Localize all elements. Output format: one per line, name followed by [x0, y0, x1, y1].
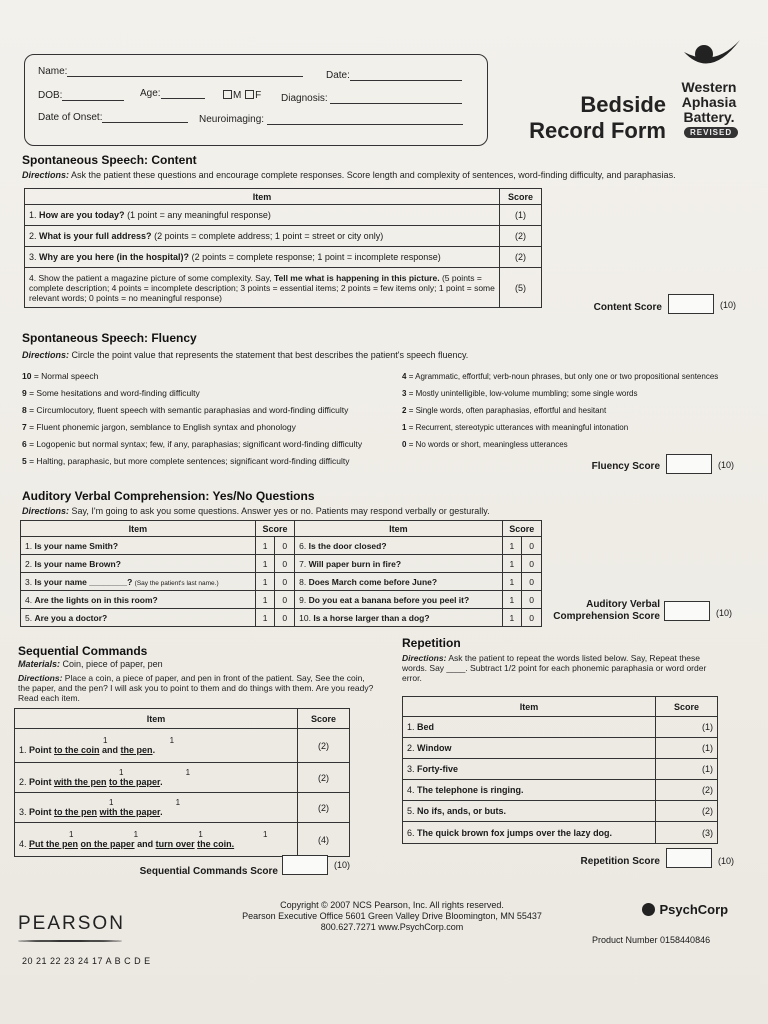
auditory-yes-4[interactable]: 1 [255, 591, 275, 609]
fluency-option-0[interactable]: 0 = No words or short, meaningless utterances [402, 440, 568, 449]
table-row: 1 1 1 1 4. Put the pen on the paper and turn over the coin. (4) [15, 823, 350, 857]
sequential-directions: Directions: Place a coin, a piece of paper, and pen in front of the patient. Say, See the coin, the paper, and the pen? I will ask you to point to them and do things with them. Are you ready? Read each item. [18, 673, 374, 703]
table-row: 4. Show the patient a magazine picture of some complexity. Say, Tell me what is happening in this picture. (5 points = complete description; 4 points = incomplete description; 3 points = essential items; 2 points = few items only; 1 point = some relevant words; 0 points = no meaningful response) (5) [25, 268, 542, 308]
table-row: 4. The telephone is ringing. (2) [403, 780, 718, 801]
table-row: 5. No ifs, ands, or buts. (2) [403, 801, 718, 822]
sequential-heading: Sequential Commands [18, 644, 148, 658]
fluency-scale-left [22, 368, 362, 470]
revised-badge: REVISED [684, 127, 738, 138]
sequential-table: Item Score 1 1 1. Point to the coin and the pen. (2) 1 1 2. Point with the pen to the paper. (2) 1 1 3. Point to the pen with the paper. (2) 1 1 1 1 4. Put the pen on the paper and turn over the coin. (4) [14, 708, 350, 857]
fluency-directions: Directions: Circle the point value that represents the statement that best describes the patient's speech fluency. [22, 350, 469, 360]
table-row: 1 1 3. Point to the pen with the paper. (2) [15, 793, 350, 823]
auditory-directions: Directions: Say, I'm going to ask you some questions. Answer yes or no. Patients may respond verbally or gesturally. [22, 506, 490, 516]
table-row: 3. Why are you here (in the hospital)? (2 points = complete response; 1 point = incomplete response) (2) [25, 247, 542, 268]
sequential-score-4[interactable]: (4) [298, 823, 350, 857]
male-checkbox[interactable] [223, 90, 232, 99]
sequential-score-label: Sequential Commands Score [139, 866, 278, 877]
auditory-yes-7[interactable]: 1 [502, 555, 522, 573]
auditory-score-box[interactable] [664, 601, 710, 621]
repetition-score-2[interactable]: (1) [656, 738, 718, 759]
sex-field[interactable]: M F [222, 90, 261, 101]
sequential-materials: Materials: Coin, piece of paper, pen [18, 659, 163, 669]
repetition-table: Item Score 1. Bed (1) 2. Window (1) 3. Forty-five (1) 4. The telephone is ringing. (2) 5. No ifs, ands, or buts. (2) 6. The quick brown fox jumps over the lazy dog. (3) [402, 696, 718, 844]
table-row: 2. Window (1) [403, 738, 718, 759]
repetition-score-5[interactable]: (2) [656, 801, 718, 822]
female-checkbox[interactable] [245, 90, 254, 99]
age-field[interactable]: Age: [140, 88, 205, 99]
fluency-option-4[interactable]: 4 = Agrammatic, effortful; verb-noun phrases, but only one or two propositional sentences [402, 372, 719, 381]
auditory-yes-2[interactable]: 1 [255, 555, 275, 573]
repetition-heading: Repetition [402, 636, 461, 650]
pearson-logo: PEARSON [18, 913, 125, 934]
content-score-1[interactable]: (1) [500, 205, 542, 226]
date-field[interactable]: Date: [326, 70, 462, 81]
fluency-score-max: (10) [718, 460, 735, 470]
pearson-logo-swoosh [18, 940, 122, 942]
table-row: 3. Is your name ________? (Say the patient's last name.) 1 0 8. Does March come before June? 1 0 [21, 573, 542, 591]
content-score-4[interactable]: (5) [500, 268, 542, 308]
repetition-score-4[interactable]: (2) [656, 780, 718, 801]
fluency-heading: Spontaneous Speech: Fluency [22, 331, 197, 345]
content-heading: Spontaneous Speech: Content [22, 153, 197, 167]
fluency-option-1[interactable]: 1 = Recurrent, stereotypic utterances with meaningful intonation [402, 423, 629, 432]
table-row: 1. How are you today? (1 point = any meaningful response) (1) [25, 205, 542, 226]
auditory-table: Item Score Item Score 1. Is your name Smith? 1 0 6. Is the door closed? 1 0 2. Is your name Brown? 1 0 7. Will paper burn in fire? 1 0 3. Is your name ________? (Say the patient's last name.) 1 0 8. Does March come before June? 1 0 4. Are the lights on in this room? 1 0 9. Do you eat a banana before you peel it? 1 0 5. Are you a doctor? 1 0 10. Is a horse larger than a dog? 1 0 [20, 520, 542, 627]
table-row: 4. Are the lights on in this room? 1 0 9. Do you eat a banana before you peel it? 1 0 [21, 591, 542, 609]
repetition-score-max: (10) [718, 856, 735, 866]
auditory-yes-10[interactable]: 1 [502, 609, 522, 627]
fluency-option-2[interactable]: 2 = Single words, often paraphasias, effortful and hesitant [402, 406, 607, 415]
table-row: 1 1 2. Point with the pen to the paper. (2) [15, 763, 350, 793]
table-row: 2. Is your name Brown? 1 0 7. Will paper burn in fire? 1 0 [21, 555, 542, 573]
psychcorp-icon [642, 903, 655, 916]
auditory-yes-6[interactable]: 1 [502, 537, 522, 555]
repetition-score-6[interactable]: (3) [656, 822, 718, 844]
auditory-no-6[interactable]: 0 [522, 537, 542, 555]
form-title: Bedside Record Form [529, 92, 666, 143]
neuroimaging-field[interactable]: Neuroimaging: [199, 114, 463, 125]
table-row: 1. Bed (1) [403, 717, 718, 738]
fluency-scale-right [402, 368, 718, 453]
copyright-block: Copyright © 2007 NCS Pearson, Inc. All rights reserved. Pearson Executive Office 5601 Green Valley Drive Bloomington, MN 55437 800.627.7271 www.PsychCorp.com [242, 900, 542, 932]
table-row: 2. What is your full address? (2 points = complete address; 1 point = street or city only) (2) [25, 226, 542, 247]
repetition-score-box[interactable] [666, 848, 712, 868]
dob-field[interactable]: DOB: [38, 90, 124, 101]
auditory-no-1[interactable]: 0 [275, 537, 295, 555]
auditory-no-3[interactable]: 0 [275, 573, 295, 591]
content-table: Item Score 1. How are you today? (1 point = any meaningful response) (1) 2. What is your full address? (2 points = complete address; 1 point = street or city only) (2) 3. Why are you here (in the hospital)? (2 points = complete response; 1 point = incomplete response) (2) 4. Show the patient a magazine picture of some complexity. Say, Tell me what is happening in this picture. (5 points = complete description; 4 points = incomplete description; 3 points = essential items; 2 points = few items only; 1 point = some relevant words; 0 points = no meaningful response) (5) [24, 188, 542, 308]
wab-logo-text: Western Aphasia Battery. [681, 79, 737, 125]
auditory-yes-8[interactable]: 1 [502, 573, 522, 591]
onset-field[interactable]: Date of Onset: [38, 112, 188, 123]
repetition-directions: Directions: Ask the patient to repeat the words listed below. Say, Repeat these words. Say ____. Subtract 1/2 point for each phonemic paraphasia or word order error. [402, 653, 707, 683]
content-score-label: Content Score [593, 302, 662, 313]
auditory-no-8[interactable]: 0 [522, 573, 542, 591]
table-row: 5. Are you a doctor? 1 0 10. Is a horse larger than a dog? 1 0 [21, 609, 542, 627]
table-row: 6. The quick brown fox jumps over the lazy dog. (3) [403, 822, 718, 844]
fluency-score-label: Fluency Score [591, 461, 660, 472]
auditory-yes-5[interactable]: 1 [255, 609, 275, 627]
content-score-3[interactable]: (2) [500, 247, 542, 268]
repetition-score-3[interactable]: (1) [656, 759, 718, 780]
fluency-option-8[interactable]: 8 = Circumlocutory, fluent speech with semantic paraphasias and word-finding difficulty [22, 405, 349, 415]
print-line: 20 21 22 23 24 17 A B C D E [22, 956, 151, 966]
fluency-option-6[interactable]: 6 = Logopenic but normal syntax; few, if any, paraphasias; significant word-finding difficulty [22, 439, 363, 449]
sequential-score-max: (10) [334, 860, 351, 870]
auditory-no-9[interactable]: 0 [522, 591, 542, 609]
auditory-no-7[interactable]: 0 [522, 555, 542, 573]
content-score-max: (10) [720, 300, 737, 310]
fluency-option-9[interactable]: 9 = Some hesitations and word-finding difficulty [22, 388, 200, 398]
content-score-box[interactable] [668, 294, 714, 314]
sequential-score-2[interactable]: (2) [298, 763, 350, 793]
auditory-score-max: (10) [716, 608, 733, 618]
auditory-yes-3[interactable]: 1 [255, 573, 275, 591]
table-row: 3. Forty-five (1) [403, 759, 718, 780]
auditory-no-4[interactable]: 0 [275, 591, 295, 609]
sequential-score-3[interactable]: (2) [298, 793, 350, 823]
name-field[interactable]: Name: [38, 66, 303, 77]
auditory-yes-1[interactable]: 1 [255, 537, 275, 555]
repetition-score-label: Repetition Score [580, 856, 660, 867]
table-row: 1 1 1. Point to the coin and the pen. (2) [15, 729, 350, 763]
auditory-heading: Auditory Verbal Comprehension: Yes/No Questions [22, 489, 315, 503]
wab-logo-icon [680, 36, 744, 80]
auditory-no-10[interactable]: 0 [522, 609, 542, 627]
fluency-score-box[interactable] [666, 454, 712, 474]
auditory-no-5[interactable]: 0 [275, 609, 295, 627]
table-row: 1. Is your name Smith? 1 0 6. Is the door closed? 1 0 [21, 537, 542, 555]
fluency-option-3[interactable]: 3 = Mostly unintelligible, low-volume mumbling; some single words [402, 389, 638, 398]
psychcorp-logo: PsychCorp [642, 901, 728, 919]
repetition-score-1[interactable]: (1) [656, 717, 718, 738]
fluency-option-7[interactable]: 7 = Fluent phonemic jargon, semblance to English syntax and phonology [22, 422, 296, 432]
auditory-yes-9[interactable]: 1 [502, 591, 522, 609]
content-directions: Directions: Ask the patient these questions and encourage complete responses. Score length and complexity of sentences, word-finding difficulty, and paraphasias. [22, 170, 676, 180]
diagnosis-field[interactable]: Diagnosis: [281, 93, 462, 104]
product-number: Product Number 0158440846 [592, 935, 711, 945]
fluency-option-10[interactable]: 10 = Normal speech [22, 371, 99, 381]
auditory-no-2[interactable]: 0 [275, 555, 295, 573]
content-score-2[interactable]: (2) [500, 226, 542, 247]
sequential-score-1[interactable]: (2) [298, 729, 350, 763]
auditory-score-label: Auditory Verbal Comprehension Score [553, 599, 660, 622]
sequential-score-box[interactable] [282, 855, 328, 875]
fluency-option-5[interactable]: 5 = Halting, paraphasic, but more complete sentences; significant word-finding difficulty [22, 456, 350, 466]
